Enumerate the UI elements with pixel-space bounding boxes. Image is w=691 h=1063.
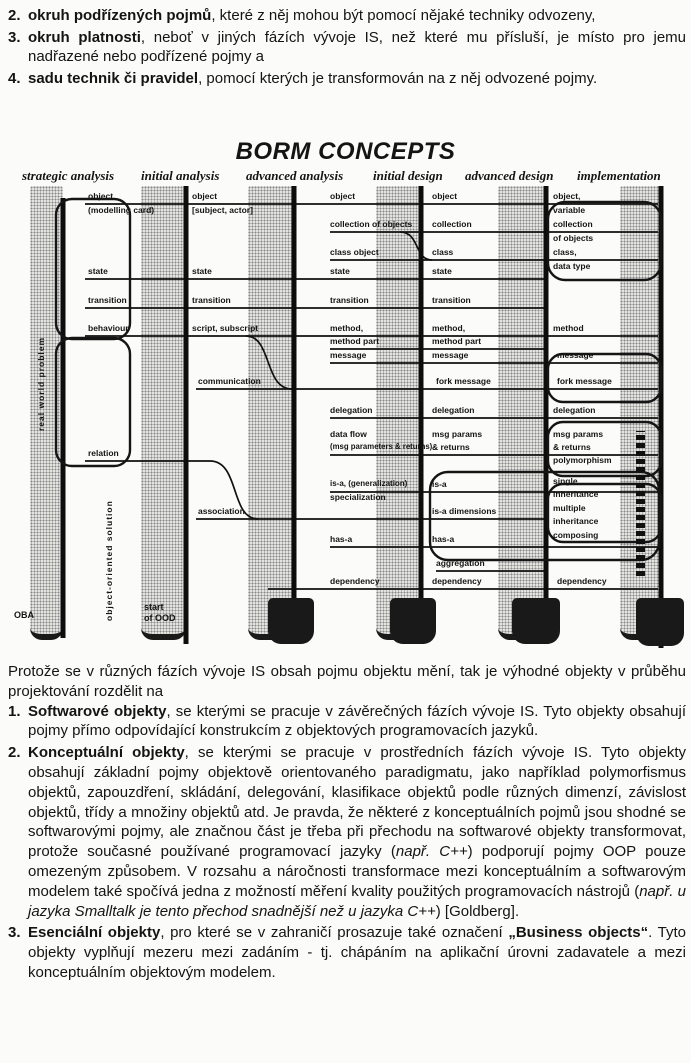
diagram-label: class, — [553, 247, 577, 257]
italic-segment: např. C++ — [395, 843, 468, 861]
phase-end-marker — [512, 598, 560, 644]
diagram-label: collection — [432, 219, 472, 229]
diagram-label: state — [192, 266, 212, 276]
diagram-label: class — [432, 247, 454, 257]
diagram-label: method part — [330, 336, 380, 346]
diagram-label: object — [432, 191, 458, 201]
diagram-label: has-a — [432, 534, 455, 544]
diagram-label: inheritance — [553, 489, 599, 499]
diagram-label: & returns — [553, 442, 591, 452]
vertical-label-real-world-problem: real world problem — [36, 336, 46, 431]
diagram-label: inheritance — [553, 516, 599, 526]
list-item — [8, 28, 686, 67]
phase-label: implementation — [577, 168, 661, 183]
phase-label: strategic analysis — [22, 168, 115, 183]
diagram-label: polymorphism — [553, 455, 612, 465]
diagram-label: state — [432, 266, 452, 276]
diagram-label: object — [330, 191, 356, 201]
diagram-label: [subject, actor] — [192, 205, 253, 215]
diagram-label: collection — [553, 219, 593, 229]
diagram-label: communication — [198, 376, 261, 386]
diagram-label: msg params — [432, 429, 483, 439]
diagram-label: of objects — [553, 233, 594, 243]
diagram-label: msg params — [553, 429, 604, 439]
list-lead: okruh podřízených pojmů — [28, 7, 212, 24]
diagram-label: single — [553, 476, 578, 486]
diagram-label: (modelling card) — [88, 205, 155, 215]
diagram-label: multiple — [553, 503, 586, 513]
phase-end-marker — [636, 598, 684, 646]
list-text — [28, 6, 686, 26]
diagram-label: & returns — [432, 442, 470, 452]
diagram-label: variable — [553, 205, 586, 215]
diagram-label: specialization — [330, 492, 386, 502]
list-lead: Esenciální objekty — [28, 924, 161, 942]
list-segment: ) [Goldberg]. — [435, 902, 520, 920]
list-rest: , se kterými se pracuje v závěrečných fázích vývoje IS. Tyto objekty obsahují pojmy přímo odpovídající konstrukcím z objektových programovacích jazyků. — [28, 702, 686, 740]
list-lead: Softwarové objekty — [28, 702, 167, 720]
diagram-label: message — [557, 350, 594, 360]
list-segment: , se kterými se pracuje v prostředních fázích vývoje IS. Tyto objekty obsahují základní pojmy objektově orientovaného paradigmatu, jako například polymorfismus objektů, zapouzdření, skládání, delegování, klasifikace objektů podle různých dimenzí, závislost objektů, třídy a množiny objektů atd. Je pravda, že některé z konceptuálních pojmů jsou shodné se softwarovými pojmy, ale značnou část je třeba při přechodu na softwarové objekty transformovat, protože současné používané programovací jazyky ( — [28, 744, 686, 861]
italic-segment: např. u jazyka Smalltalk je tento přechod snadnější než u jazyka C++ — [28, 882, 687, 920]
phase-header-row — [0, 168, 691, 184]
diagram-label: dependency — [330, 576, 380, 586]
diagram-label: is-a, (generalization) — [330, 479, 408, 488]
top-numbered-list — [8, 6, 686, 90]
list-text — [28, 69, 686, 89]
list-number: 4. — [8, 69, 21, 87]
diagram-label: data type — [553, 261, 591, 271]
body-text — [8, 662, 686, 985]
phase-label: initial design — [373, 168, 443, 183]
list-number: 3. — [8, 28, 21, 46]
phase-end-marker — [268, 598, 314, 644]
diagram-label: transition — [192, 295, 231, 305]
body-item — [8, 923, 686, 982]
diagram-label: object — [88, 191, 114, 201]
diagram-label: state — [330, 266, 350, 276]
body-intro: Protože se v různých fázích vývoje IS obsah pojmu objektu mění, tak je výhodné objekty v průběhu projektování rozdělit na — [8, 663, 686, 700]
diagram-label: behaviour — [88, 323, 129, 333]
list-segment: ) podporují pojmy OOP pouze omezeným způsobem. V rozsahu a náročnosti transformace mezi konceptuálním a softwarovým modelem také spočívá jedna z možností měření kvality použitých programovacích nástrojů ( — [28, 843, 686, 900]
diagram-label: object — [192, 191, 218, 201]
diagram-label: state — [88, 266, 108, 276]
diagram-label: has-a — [330, 534, 353, 544]
diagram-label: delegation — [432, 405, 475, 415]
diagram-label: delegation — [330, 405, 373, 415]
list-item — [8, 69, 686, 89]
list-number: 2. — [8, 7, 21, 24]
diagram-label: is-a — [432, 479, 447, 489]
body-item — [8, 702, 686, 742]
list-text — [28, 743, 686, 921]
bold-segment: „Business objects“ — [508, 924, 649, 942]
diagram-label: method, — [432, 323, 466, 333]
diagram-label: message — [432, 350, 469, 360]
diagram-label: is-a dimensions — [432, 506, 497, 516]
list-segment: . Tyto objekty vyplňují mezeru mezi zadáním - tj. chápáním na aplikační úrovni zadavatele a mezi konceptuálním objektovým modelem. — [28, 924, 686, 981]
list-lead: Konceptuální objekty — [28, 744, 185, 762]
list-rest: , pomocí kterých je transformován na z něj odvozené pojmy. — [198, 69, 598, 87]
list-lead: sadu technik či pravidel — [28, 69, 199, 87]
list-text — [28, 28, 686, 67]
diagram-label: relation — [88, 448, 119, 458]
phase-end-marker-oba: OBA — [14, 610, 34, 620]
diagram-label: collection of objects — [330, 219, 413, 229]
diagram-label: (msg parameters & returns) — [330, 442, 433, 451]
list-segment: , pro které se v zahraničí prosazuje také označení — [160, 924, 509, 942]
diagram-label: dependency — [432, 576, 482, 586]
borm-concepts-diagram — [0, 186, 691, 658]
list-item — [8, 6, 686, 26]
diagram-label: method, — [330, 323, 364, 333]
list-rest: , které z něj mohou být pomocí nějaké techniky odvozeny, — [211, 7, 596, 24]
diagram-label: transition — [88, 295, 127, 305]
list-rest: , neboť v jiných fázích vývoje IS, než které mu přísluší, je místo pro jemu nadřazené nebo podřízené pojmy a — [28, 28, 686, 65]
diagram-label: method — [553, 323, 584, 333]
phase-label: advanced analysis — [246, 168, 344, 183]
diagram-label: transition — [330, 295, 369, 305]
body-item — [8, 743, 686, 921]
diagram-label: class object — [330, 247, 379, 257]
list-lead: okruh platnosti — [28, 28, 141, 46]
diagram-label: fork message — [436, 376, 491, 386]
list-number: 1. — [8, 702, 21, 720]
diagram-label: fork message — [557, 376, 612, 386]
phase-label: advanced design — [465, 168, 554, 183]
list-text — [28, 702, 686, 742]
phase-end-marker-ood: of OOD — [144, 613, 176, 623]
phase-end-marker — [390, 598, 436, 644]
diagram-label: message — [330, 350, 367, 360]
diagram-label: method part — [432, 336, 482, 346]
figure-title: BORM CONCEPTS — [235, 138, 456, 165]
vertical-label-object-oriented-solution: object-oriented solution — [104, 500, 114, 621]
diagram-label: transition — [432, 295, 471, 305]
diagram-label: aggregation — [436, 558, 485, 568]
diagram-label: composing — [553, 530, 599, 540]
diagram-label: delegation — [553, 405, 596, 415]
list-text — [28, 923, 686, 982]
diagram-label: association — [198, 506, 245, 516]
diagram-label: data flow — [330, 429, 367, 439]
phase-label: initial analysis — [141, 168, 220, 183]
diagram-label: dependency — [557, 576, 607, 586]
list-number: 2. — [8, 744, 21, 762]
illegible-vertical-text — [636, 431, 645, 576]
diagram-label: object, — [553, 191, 581, 201]
list-number: 3. — [8, 924, 21, 942]
diagram-label: script, subscript — [192, 323, 259, 333]
phase-end-marker-start: start — [144, 602, 164, 612]
